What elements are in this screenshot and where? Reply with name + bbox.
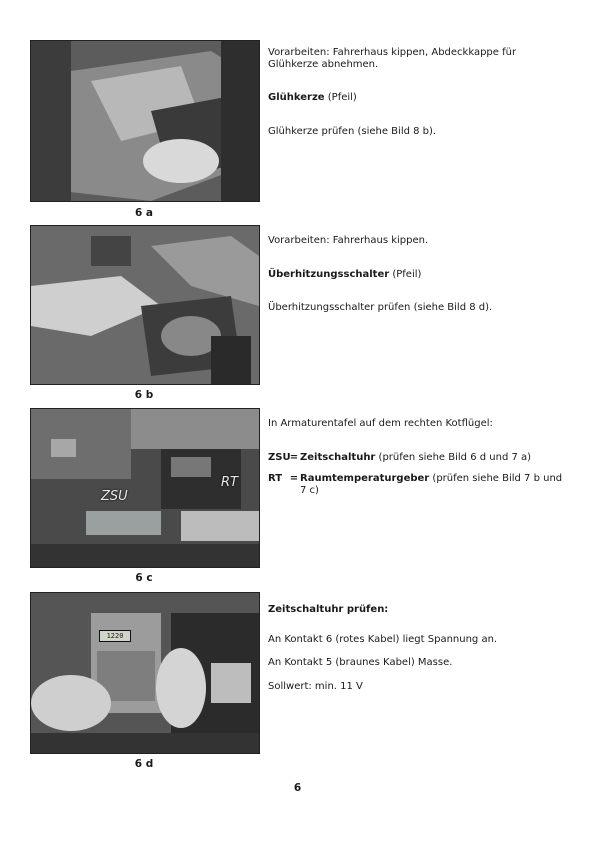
heading-6b — [268, 269, 568, 281]
definition-zsu-rest: (prüfen siehe Bild 6 d und 7 a) — [375, 451, 532, 463]
definition-zsu-value — [300, 452, 568, 464]
photo-6b — [30, 225, 260, 385]
heading-6a-term: Glühkerze — [268, 92, 325, 103]
section-6c-text — [268, 418, 568, 496]
caption-6d: 6 d — [134, 758, 154, 770]
photo-label-zsu: ZSU — [101, 489, 128, 504]
definition-rt-key: RT — [268, 473, 283, 484]
photo-label-rt: RT — [221, 475, 238, 490]
photo-6a — [30, 40, 260, 202]
check-6a: Glühkerze prüfen (siehe Bild 8 b). — [268, 125, 437, 137]
photo-6c — [30, 408, 260, 568]
section-6d-text — [268, 604, 568, 692]
definition-rt-value — [300, 473, 568, 496]
definition-zsu-term: Zeitschaltuhr — [300, 451, 376, 463]
heading-6d: Zeitschaltuhr prüfen: — [268, 604, 389, 615]
definition-zsu — [268, 452, 568, 464]
heading-6b-suffix: (Pfeil) — [389, 268, 422, 280]
photo-6a-illustration — [31, 41, 259, 201]
section-6b-text — [268, 235, 568, 314]
heading-6a-suffix: (Pfeil) — [324, 92, 357, 103]
photo-6b-illustration — [31, 226, 259, 384]
section-6a-text — [268, 47, 568, 137]
heading-6b-term: Überhitzungsschalter — [268, 268, 390, 280]
caption-6a: 6 a — [134, 207, 154, 219]
definition-zsu-eq: = — [289, 451, 299, 463]
multimeter-display: 1220 — [99, 630, 131, 642]
contact-5-line: An Kontakt 5 (braunes Kabel) Masse. — [268, 657, 453, 668]
check-6b: Überhitzungsschalter prüfen (siehe Bild 8 d). — [268, 302, 493, 313]
prework-6b: Vorarbeiten: Fahrerhaus kippen. — [268, 235, 429, 246]
definition-zsu-key: ZSU — [268, 451, 291, 463]
definition-rt-rest: (prüfen siehe Bild 7 b und 7 c) — [300, 473, 563, 496]
caption-6c: 6 c — [135, 572, 153, 584]
heading-6a — [268, 92, 568, 104]
page-number: 6 — [293, 782, 302, 794]
target-value-line: Sollwert: min. 11 V — [268, 680, 363, 692]
location-6c: In Armaturentafel auf dem rechten Kotflügel: — [268, 418, 493, 429]
photo-6d — [30, 592, 260, 754]
caption-6b: 6 b — [134, 389, 154, 401]
photo-6d-illustration — [31, 593, 259, 753]
definition-rt-eq: = — [289, 473, 299, 484]
prework-6a: Vorarbeiten: Fahrerhaus kippen, Abdeckkappe für Glühkerze abnehmen. — [268, 47, 517, 70]
definition-rt-term: Raumtemperaturgeber — [300, 473, 430, 484]
contact-6-line: An Kontakt 6 (rotes Kabel) liegt Spannung an. — [268, 633, 498, 645]
definition-rt — [268, 473, 568, 496]
